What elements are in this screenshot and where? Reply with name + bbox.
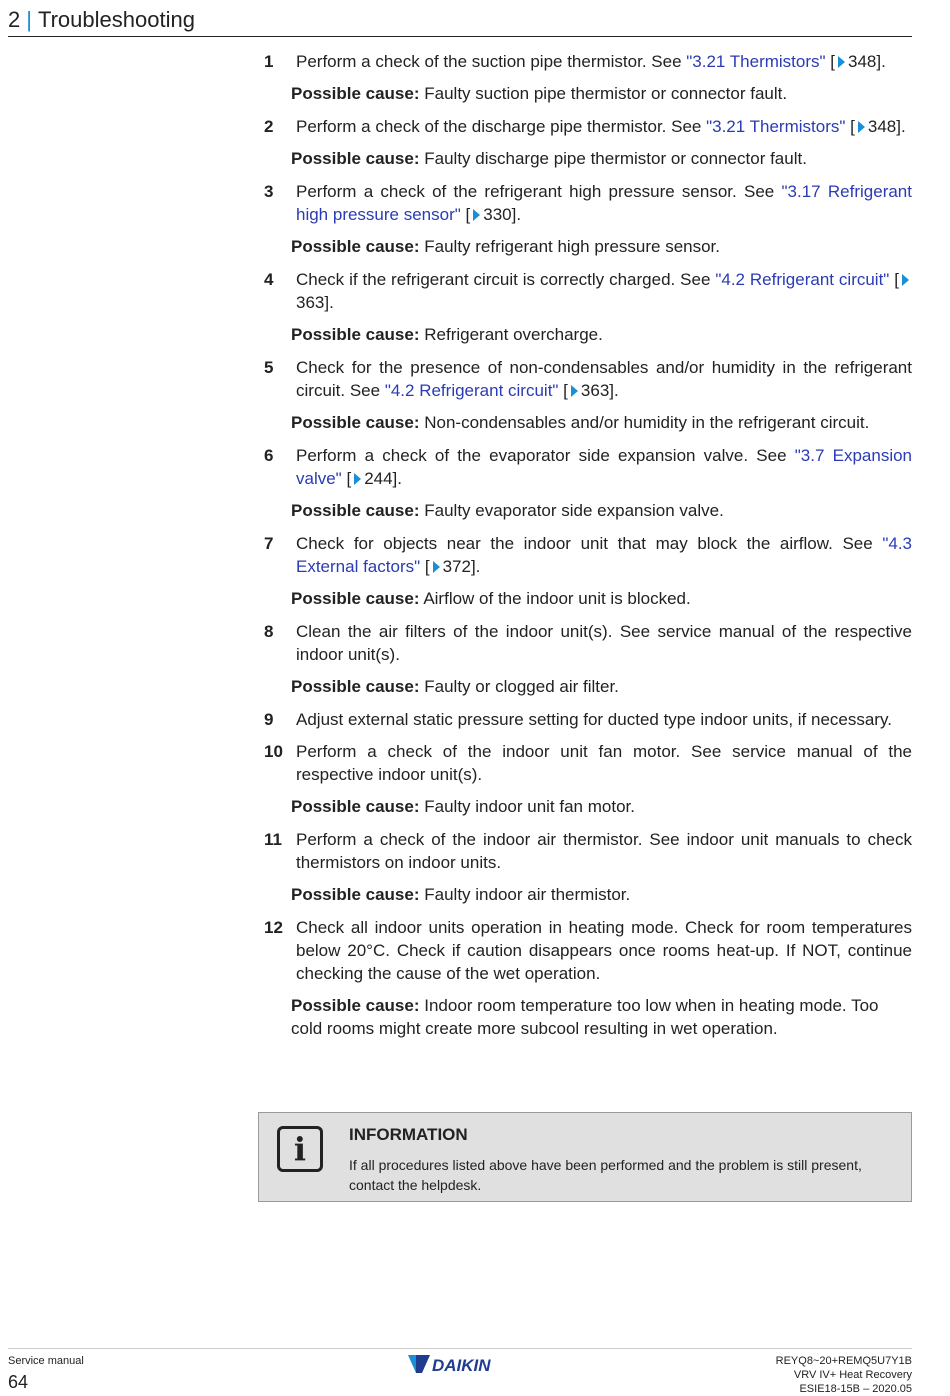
page-ref-arrow-icon (354, 473, 361, 485)
cause-label: Possible cause: (291, 501, 420, 520)
step-12 (264, 916, 912, 985)
possible-cause-5 (264, 411, 912, 434)
step-number: 6 (264, 446, 274, 465)
cause-text: Non-condensables and/or humidity in the refrigerant circuit. (424, 413, 870, 432)
step-9 (264, 708, 912, 731)
page-ref: 348]. (848, 52, 886, 71)
cause-text: Indoor room temperature too low when in heating mode. Too cold rooms might create more subcool resulting in wet operation. (291, 996, 879, 1038)
step-text: Perform a check of the suction pipe thermistor. See (296, 52, 687, 71)
possible-cause-7 (264, 587, 912, 610)
possible-cause-1 (264, 82, 912, 105)
page-ref-arrow-icon (433, 561, 440, 573)
footer-divider (8, 1348, 912, 1349)
page-header (8, 4, 912, 37)
step-text: Perform a check of the evaporator side expansion valve. See (296, 446, 795, 465)
footer-model-codes: REYQ8~20+REMQ5U7Y1B (775, 1355, 912, 1367)
step-text: Perform a check of the indoor air thermistor. See indoor unit manuals to check thermistors on indoor units. (296, 830, 912, 872)
possible-cause-6 (264, 499, 912, 522)
chapter-number: 2 (8, 7, 21, 32)
cross-reference-link[interactable]: "3.7 Expansion valve" (296, 446, 913, 488)
step-text: Clean the air filters of the indoor unit(s). See service manual of the respective indoor unit(s). (296, 622, 912, 664)
possible-cause-10 (264, 795, 912, 818)
cause-text: Faulty evaporator side expansion valve. (424, 501, 724, 520)
info-text: If all procedures listed above have been performed and the problem is still present, contact the helpdesk. (349, 1157, 862, 1193)
cause-text: Faulty suction pipe thermistor or connector fault. (424, 84, 788, 103)
step-number: 1 (264, 52, 274, 71)
possible-cause-8 (264, 675, 912, 698)
cause-label: Possible cause: (291, 325, 420, 344)
footer-doc-id: ESIE18-15B – 2020.05 (799, 1383, 912, 1395)
page-number: 64 (8, 1372, 29, 1392)
step-number: 7 (264, 534, 274, 553)
step-text: Adjust external static pressure setting for ducted type indoor units, if necessary. (296, 710, 892, 729)
footer-product-name: VRV IV+ Heat Recovery (793, 1369, 912, 1381)
step-2: 2 Perform a check of the discharge pipe thermistor. See "3.21 Thermistors" [ 348]. (264, 117, 906, 136)
cause-label: Possible cause: (291, 797, 420, 816)
possible-cause-11 (264, 883, 912, 906)
cause-text: Faulty indoor unit fan motor. (424, 797, 635, 816)
header-separator: | (26, 7, 32, 32)
cause-text: Airflow of the indoor unit is blocked. (423, 589, 691, 608)
cause-label: Possible cause: (291, 996, 420, 1015)
cause-label: Possible cause: (291, 885, 420, 904)
page-ref: 363]. (580, 381, 619, 400)
step-11 (264, 828, 912, 874)
cause-label: Possible cause: (291, 237, 420, 256)
step-number: 3 (264, 182, 274, 201)
step-text: Check if the refrigerant circuit is correctly charged. See (296, 270, 716, 289)
step-text: Check for the presence of non-condensables and/or humidity in the refrigerant circuit. See (296, 358, 912, 400)
page-ref-arrow-icon (858, 121, 865, 133)
cause-label: Possible cause: (291, 84, 420, 103)
cause-label: Possible cause: (291, 589, 420, 608)
step-5: 5 Check for the presence of non-condensables and/or humidity in the refrigerant circuit. See "4.2 Refrigerant circuit" [ 363]. (264, 358, 912, 400)
step-1: 1 Perform a check of the suction pipe thermistor. See "3.21 Thermistors" [ 348]. (264, 52, 886, 71)
page-ref-arrow-icon (571, 385, 578, 397)
possible-cause-4 (264, 323, 912, 346)
step-text: Check all indoor units operation in heating mode. Check for room temperatures below 20°C. Check if caution disappears once rooms heat-up. If NOT, continue checking the cause of the wet operation. (296, 918, 912, 983)
cross-reference-link[interactable]: "4.3 External factors" (296, 534, 912, 576)
page-ref: 348]. (867, 117, 906, 136)
footer-document-type: Service manual (8, 1355, 84, 1367)
step-number: 5 (264, 358, 274, 377)
step-number: 4 (264, 270, 274, 289)
logo-mark-dark-icon (416, 1355, 430, 1373)
info-title: INFORMATION (349, 1125, 468, 1144)
cause-text: Faulty or clogged air filter. (424, 677, 619, 696)
page-ref: 372]. (442, 557, 481, 576)
step-text: Perform a check of the refrigerant high pressure sensor. See (296, 182, 782, 201)
cross-reference-link[interactable]: "3.21 Thermistors" (706, 117, 846, 136)
daikin-logo (408, 1353, 518, 1375)
cause-text: Faulty refrigerant high pressure sensor. (424, 237, 721, 256)
step-number: 8 (264, 622, 274, 641)
page-ref-arrow-icon (902, 274, 909, 286)
possible-cause-12 (264, 994, 912, 1040)
step-10 (264, 740, 912, 786)
information-box (258, 1112, 912, 1202)
troubleshooting-steps (264, 50, 912, 1050)
page-ref: 330]. (483, 205, 522, 224)
step-number: 10 (264, 742, 283, 761)
cause-text: Faulty indoor air thermistor. (424, 885, 631, 904)
logo-text: DAIKIN (432, 1356, 491, 1375)
step-3: 3 Perform a check of the refrigerant high pressure sensor. See "3.17 Refrigerant high pressure sensor" [ 330]. (264, 182, 912, 224)
cross-reference-link[interactable]: "4.2 Refrigerant circuit" (384, 381, 559, 400)
possible-cause-2 (264, 147, 912, 170)
cross-reference-link[interactable]: "3.21 Thermistors" (686, 52, 826, 71)
page-ref: 363]. (296, 293, 334, 312)
cross-reference-link[interactable]: "4.2 Refrigerant circuit" (715, 270, 890, 289)
step-4: 4 Check if the refrigerant circuit is correctly charged. See "4.2 Refrigerant circuit" [363]. (264, 268, 912, 314)
step-text: Check for objects near the indoor unit that may block the airflow. See (296, 534, 883, 553)
step-8 (264, 620, 912, 666)
page-ref: 244]. (364, 469, 402, 488)
footer-model-info (776, 1354, 912, 1396)
step-7: 7 Check for objects near the indoor unit that may block the airflow. See "4.3 External factors" [ 372]. (264, 534, 912, 576)
cause-label: Possible cause: (291, 413, 420, 432)
page-ref-arrow-icon (838, 56, 845, 68)
cause-text: Refrigerant overcharge. (424, 325, 603, 344)
cross-reference-link[interactable]: "3.17 Refrigerant high pressure sensor" (296, 182, 912, 224)
step-6: 6 Perform a check of the evaporator side expansion valve. See "3.7 Expansion valve" [ 244]. (264, 446, 913, 488)
step-number: 12 (264, 918, 283, 937)
step-number: 11 (264, 830, 282, 849)
step-text: Perform a check of the indoor unit fan motor. See service manual of the respective indoor unit(s). (296, 742, 912, 784)
cause-text: Faulty discharge pipe thermistor or connector fault. (424, 149, 807, 168)
possible-cause-3 (264, 235, 912, 258)
step-text: Perform a check of the discharge pipe thermistor. See (296, 117, 707, 136)
cause-label: Possible cause: (291, 149, 420, 168)
page-ref-arrow-icon (473, 209, 480, 221)
step-number: 2 (264, 117, 274, 136)
page-title: Troubleshooting (37, 7, 195, 32)
info-icon: i (277, 1126, 323, 1172)
step-number: 9 (264, 710, 274, 729)
cause-label: Possible cause: (291, 677, 420, 696)
